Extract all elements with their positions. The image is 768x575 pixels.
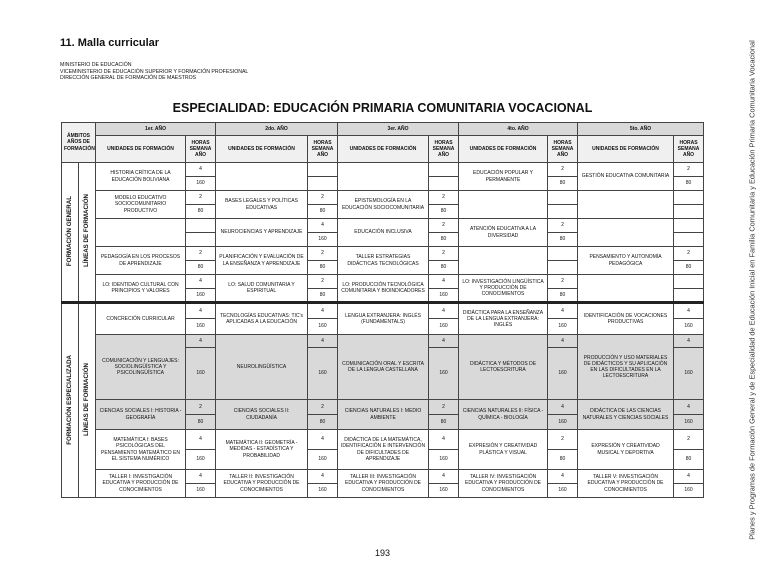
lines-label [79,303,96,498]
empty-cell [459,247,548,275]
empty-cell [186,233,216,247]
table-row [62,191,704,205]
hours-year: 80 [548,289,578,303]
unit-cell: TALLER IV: INVESTIGACIÓN EDUCATIVA Y PRODUCCIÓN DE CONOCIMIENTOS [459,470,548,498]
unit-cell: DIDÁCTICA DE LAS CIENCIAS NATURALES Y CIENCIAS SOCIALES [578,400,674,430]
hours-year: 160 [308,450,338,470]
units-header: UNIDADES DE FORMACIÓN [216,136,308,163]
unit-cell: LENGUA EXTRANJERA: INGLÉS (FUNDAMENTALS) [338,303,429,335]
table-row [62,430,704,450]
hours-week: 4 [548,470,578,484]
hours-year: 160 [674,484,704,498]
hours-week: 2 [186,247,216,261]
hours-week: 4 [674,400,704,415]
year-header: 1er. AÑO [96,123,216,136]
empty-cell [186,219,216,233]
hours-week: 2 [429,219,459,233]
hours-week: 4 [186,430,216,450]
hours-week: 4 [186,275,216,289]
hours-year: 160 [186,348,216,400]
year-header: 3er. AÑO [338,123,459,136]
empty-cell [308,163,338,177]
empty-cell [578,191,674,219]
table-row [62,470,704,484]
year-header-row [62,123,704,136]
hours-year: 80 [548,233,578,247]
hours-week: 2 [308,275,338,289]
lines-label [79,163,96,303]
unit-cell: EPISTEMOLOGÍA EN LA EDUCACIÓN SOCIOCOMUNITARIA [338,191,429,219]
hours-year: 160 [548,484,578,498]
ministry-line: DIRECCIÓN GENERAL DE FORMACIÓN DE MAESTROS [60,75,197,82]
hours-year: 80 [186,205,216,219]
hours-week: 4 [186,470,216,484]
empty-cell [548,247,578,261]
area-label [62,163,79,303]
unit-cell: CIENCIAS SOCIALES I: HISTORIA - GEOGRAFÍA [96,400,186,430]
hours-year: 160 [674,415,704,430]
hours-year: 80 [186,415,216,430]
unit-cell: IDENTIFICACIÓN DE VOCACIONES PRODUCTIVAS [578,303,674,335]
hours-year: 160 [186,319,216,335]
ministry-block [60,62,248,82]
hours-year: 80 [548,177,578,191]
hours-year: 80 [186,261,216,275]
unit-cell: CIENCIAS NATURALES II: FÍSICA - QUÍMICA - BIOLOGÍA [459,400,548,430]
hours-year: 160 [186,177,216,191]
hours-year: 160 [548,319,578,335]
hours-week: 4 [429,430,459,450]
units-header: UNIDADES DE FORMACIÓN [96,136,186,163]
hours-year: 80 [429,233,459,247]
side-caption: Planes y Programas de Formación General y de Especialidad de Educación Inicial en Familia Comunitaria y Educación Primaria Comunitaria Vocacional [747,40,757,540]
hours-header: HORAS SEMANA AÑO [429,136,459,163]
units-header: UNIDADES DE FORMACIÓN [459,136,548,163]
hours-year: 160 [308,319,338,335]
hours-week: 4 [308,335,338,348]
hours-week: 4 [429,470,459,484]
area-label-text: FORMACIÓN ESPECIALIZADA [65,354,73,445]
hours-week: 4 [186,335,216,348]
hours-header: HORAS SEMANA AÑO [674,136,704,163]
unit-cell: CIENCIAS NATURALES I: MEDIO AMBIENTE [338,400,429,430]
unit-cell: DIDÁCTICA Y MÉTODOS DE LECTOESCRITURA [459,335,548,400]
hours-year: 160 [186,289,216,303]
unit-cell: LO: SALUD COMUNITARIA Y ESPIRITUAL [216,275,308,303]
empty-cell [96,219,186,247]
hours-header: HORAS SEMANA AÑO [308,136,338,163]
table-row [62,335,704,348]
hours-year: 80 [429,205,459,219]
hours-year: 80 [429,415,459,430]
table-row [62,275,704,289]
empty-cell [548,191,578,205]
hours-week: 4 [308,219,338,233]
empty-cell [674,191,704,205]
empty-cell [674,233,704,247]
hours-week: 2 [548,430,578,450]
unit-cell: BASES LEGALES Y POLÍTICAS EDUCATIVAS [216,191,308,219]
hours-week: 2 [308,247,338,261]
unit-cell: CONCRECIÓN CURRICULAR [96,303,186,335]
hours-year: 80 [308,415,338,430]
empty-cell [578,275,674,303]
unit-cell: PLANIFICACIÓN Y EVALUACIÓN DE LA ENSEÑANZA Y APRENDIZAJE [216,247,308,275]
table-row [62,163,704,177]
units-header: UNIDADES DE FORMACIÓN [338,136,429,163]
unit-cell: PEDAGOGÍA EN LOS PROCESOS DE APRENDIZAJE [96,247,186,275]
hours-year: 160 [186,450,216,470]
ministry-line: MINISTERIO DE EDUCACIÓN [60,62,132,68]
table-title: ESPECIALIDAD: EDUCACIÓN PRIMARIA COMUNITARIA VOCACIONAL [172,101,593,115]
hours-header: HORAS SEMANA AÑO [186,136,216,163]
empty-cell [548,261,578,275]
hours-year: 160 [429,289,459,303]
hours-week: 2 [674,430,704,450]
empty-cell [308,177,338,191]
unit-cell: DIDÁCTICA DE LA MATEMÁTICA, IDENTIFICACIÓN E INTERVENCIÓN DE DIFICULTADES DE APRENDIZAJE [338,430,429,470]
section-heading: 11. Malla curricular [60,37,160,49]
hours-week: 2 [308,400,338,415]
ministry-line: VICEMINISTERIO DE EDUCACIÓN SUPERIOR Y FORMACIÓN PROFESIONAL [60,68,249,75]
page-number: 193 [374,548,391,558]
hours-year: 160 [674,319,704,335]
hours-week: 4 [548,303,578,319]
empty-cell [674,289,704,303]
unit-cell: EDUCACIÓN INCLUSIVA [338,219,429,247]
unit-cell: PENSAMIENTO Y AUTONOMÍA PEDAGÓGICA [578,247,674,275]
hours-year: 80 [674,261,704,275]
unit-cell: COMUNICACIÓN Y LENGUAJES: SOCIOLINGÜÍSTICA Y PSICOLINGÜÍSTICA [96,335,186,400]
unit-cell: TALLER III: INVESTIGACIÓN EDUCATIVA Y PRODUCCIÓN DE CONOCIMIENTOS [338,470,429,498]
hours-week: 2 [429,247,459,261]
hours-year: 80 [674,177,704,191]
hours-year: 80 [548,450,578,470]
hours-year: 160 [308,484,338,498]
hours-year: 80 [429,261,459,275]
hours-week: 2 [308,191,338,205]
unit-cell: COMUNICACIÓN ORAL Y ESCRITA DE LA LENGUA CASTELLANA [338,335,429,400]
year-header: 5to. AÑO [578,123,704,136]
hours-year: 160 [548,415,578,430]
hours-week: 2 [674,247,704,261]
hours-year: 80 [674,450,704,470]
hours-week: 4 [186,163,216,177]
hours-week: 4 [308,303,338,319]
hours-year: 80 [308,289,338,303]
empty-cell [548,205,578,219]
hours-year: 160 [429,484,459,498]
hours-year: 160 [186,484,216,498]
table-row [62,219,704,233]
hours-year: 160 [429,319,459,335]
hours-week: 4 [429,303,459,319]
hours-week: 4 [429,335,459,348]
empty-cell [338,163,429,191]
hours-week: 2 [548,219,578,233]
hours-year: 160 [429,450,459,470]
hours-week: 4 [308,430,338,450]
unit-cell: PRODUCCIÓN Y USO MATERIALES DE DIDÁCTICOS Y SU APLICACIÓN EN LAS DIFICULTADES EN LA LECTOESCRITURA [578,335,674,400]
hours-year: 160 [308,233,338,247]
hours-week: 4 [548,400,578,415]
lines-label-text: LÍNEAS DE FORMACIÓN [82,362,90,436]
empty-cell [216,163,308,191]
hours-week: 4 [308,470,338,484]
hours-year: 160 [429,348,459,400]
unit-cell: TALLER I: INVESTIGACIÓN EDUCATIVA Y PRODUCCIÓN DE CONOCIMIENTOS [96,470,186,498]
hours-year: 160 [674,348,704,400]
column-header-row [62,136,704,163]
hours-week: 2 [186,191,216,205]
empty-cell [459,191,548,219]
unit-cell: GESTIÓN EDUCATIVA COMUNITARIA [578,163,674,191]
hours-week: 2 [548,275,578,289]
unit-cell: MATEMÁTICA II: GEOMETRÍA - MEDIDAS - ESTADÍSTICA Y PROBABILIDAD [216,430,308,470]
hours-week: 4 [548,335,578,348]
hours-week: 4 [429,275,459,289]
unit-cell: MODELO EDUCATIVO SOCIOCOMUNITARIO PRODUCTIVO [96,191,186,219]
table-row [62,247,704,261]
hours-year: 160 [308,348,338,400]
hours-week: 4 [674,335,704,348]
corner-cell: ÁMBITOS AÑOS DE FORMACIÓN [62,123,96,163]
hours-year: 80 [308,205,338,219]
hours-week: 2 [548,163,578,177]
unit-cell: DIDÁCTICA PARA LA ENSEÑANZA DE LA LENGUA EXTRANJERA: INGLÉS [459,303,548,335]
hours-header: HORAS SEMANA AÑO [548,136,578,163]
hours-week: 4 [674,303,704,319]
units-header: UNIDADES DE FORMACIÓN [578,136,674,163]
hours-week: 4 [674,470,704,484]
area-label [62,303,79,498]
year-header: 2do. AÑO [216,123,338,136]
hours-week: 2 [429,400,459,415]
area-label-text: FORMACIÓN GENERAL [65,195,73,266]
unit-cell: EDUCACIÓN POPULAR Y PERMANENTE [459,163,548,191]
year-header: 4to. AÑO [459,123,578,136]
empty-cell [578,219,674,247]
curriculum-table [61,122,704,498]
unit-cell: TALLER II: INVESTIGACIÓN EDUCATIVA Y PRODUCCIÓN DE CONOCIMIENTOS [216,470,308,498]
unit-cell: LO: PRODUCCIÓN TECNOLÓGICA COMUNITARIA Y BIOINDICADORES [338,275,429,303]
unit-cell: EXPRESIÓN Y CREATIVIDAD MUSICAL Y DEPORTIVA [578,430,674,470]
unit-cell: ATENCIÓN EDUCATIVA A LA DIVERSIDAD [459,219,548,247]
empty-cell [674,275,704,289]
hours-week: 2 [674,163,704,177]
empty-cell [674,219,704,233]
unit-cell: HISTORIA CRÍTICA DE LA EDUCACIÓN BOLIVIANA [96,163,186,191]
unit-cell: TALLER ESTRATEGIAS DIDÁCTICAS TECNOLÓGICAS [338,247,429,275]
hours-year: 160 [548,348,578,400]
unit-cell: NEUROCIENCIAS Y APRENDIZAJE [216,219,308,247]
table-row [62,400,704,415]
hours-week: 4 [186,303,216,319]
unit-cell: TALLER V: INVESTIGACIÓN EDUCATIVA Y PRODUCCIÓN DE CONOCIMIENTOS [578,470,674,498]
unit-cell: LO: INVESTIGACIÓN LINGÜÍSTICA Y PRODUCCIÓN DE CONOCIMIENTOS [459,275,548,303]
unit-cell: NEUROLINGÜÍSTICA [216,335,308,400]
unit-cell: TECNOLOGÍAS EDUCATIVAS: TIC's APLICADAS A LA EDUCACIÓN [216,303,308,335]
empty-cell [429,163,459,177]
unit-cell: MATEMÁTICA I: BASES PSICOLÓGICAS DEL PENSAMIENTO MATEMÁTICO EN EL SISTEMA NUMÉRICO [96,430,186,470]
lines-label-text: LÍNEAS DE FORMACIÓN [82,194,90,268]
hours-year: 80 [308,261,338,275]
empty-cell [674,205,704,219]
hours-week: 2 [186,400,216,415]
empty-cell [429,177,459,191]
table-row [62,303,704,319]
unit-cell: CIENCIAS SOCIALES II: CIUDADANÍA [216,400,308,430]
unit-cell: LO: IDENTIDAD CULTURAL CON PRINCIPIOS Y VALORES [96,275,186,303]
hours-week: 2 [429,191,459,205]
unit-cell: EXPRESIÓN Y CREATIVIDAD PLÁSTICA Y VISUAL [459,430,548,470]
